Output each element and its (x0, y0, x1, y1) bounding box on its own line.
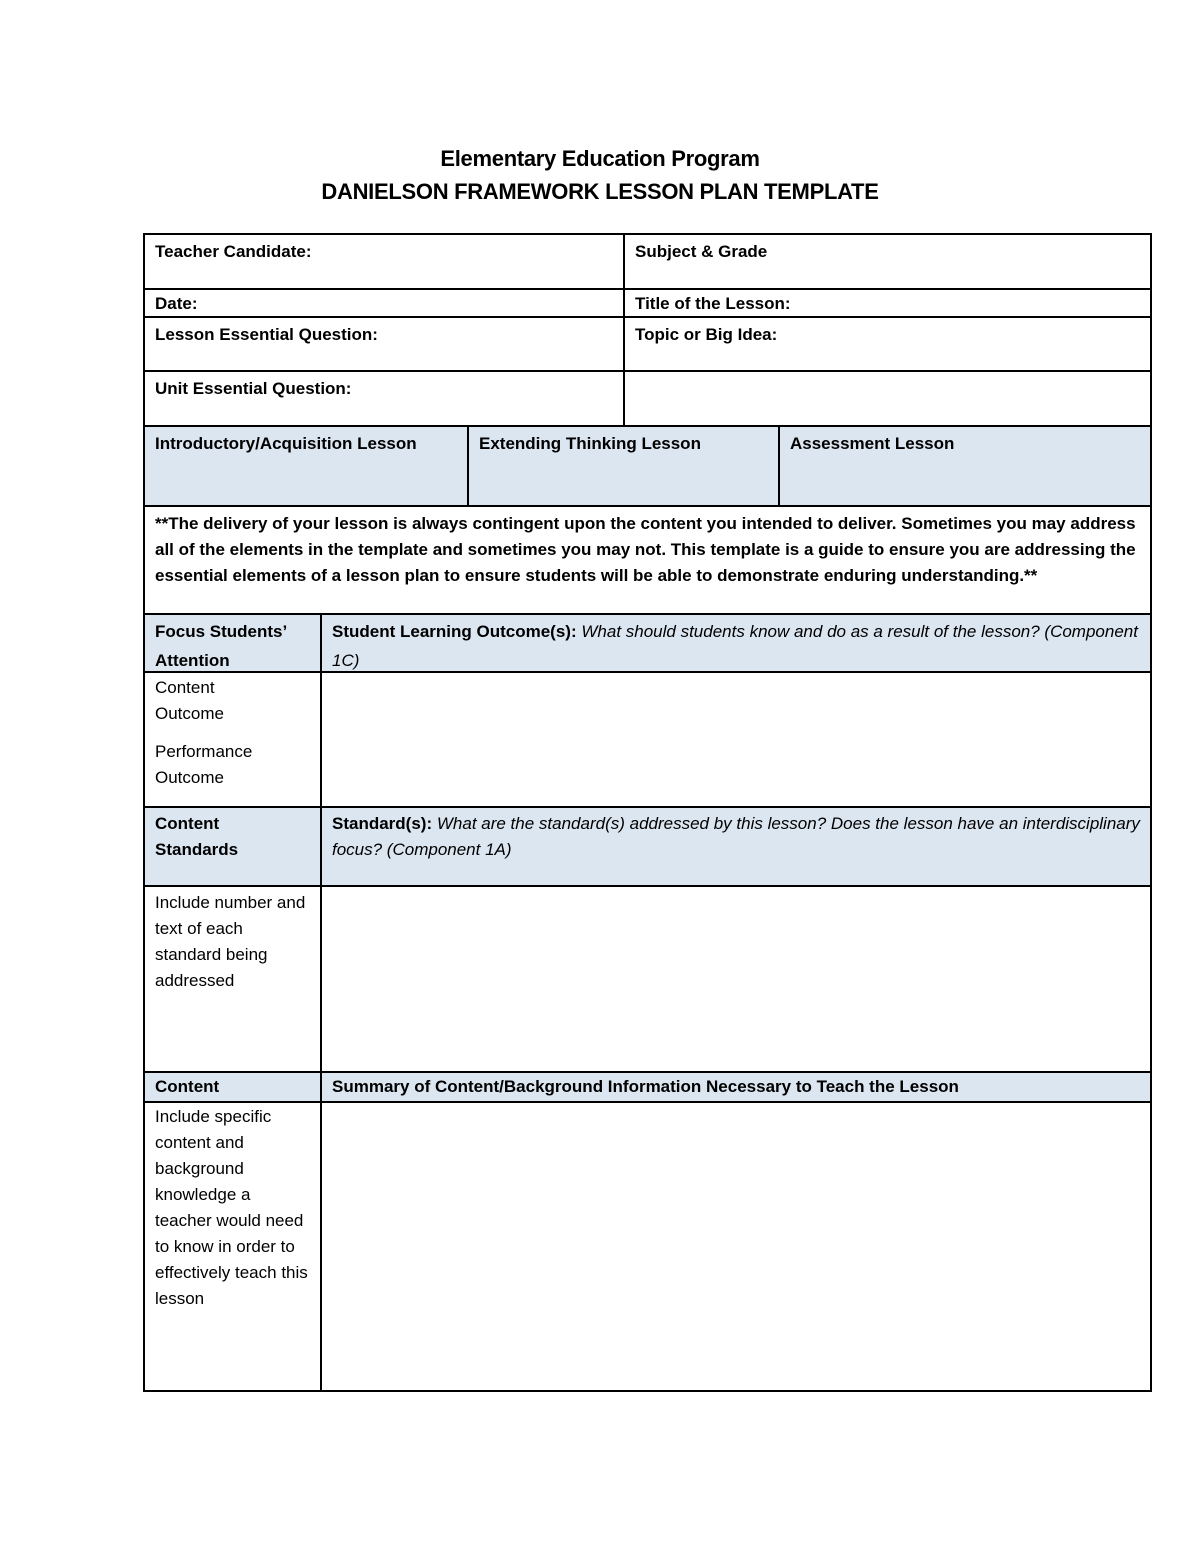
date-label: Date: (155, 294, 198, 313)
focus-students-label: Focus Students’ Attention (155, 622, 287, 670)
topic-big-idea-field[interactable] (623, 316, 1152, 372)
unit-essential-question-label: Unit Essential Question: (155, 379, 352, 398)
standards-instructions (143, 885, 322, 1073)
unit-essential-question-field[interactable] (143, 370, 625, 427)
content-summary-header (320, 1071, 1152, 1103)
standards-input[interactable] (320, 885, 1152, 1073)
page-title: Elementary Education Program (440, 146, 760, 171)
unit-essential-question-value[interactable] (623, 370, 1152, 427)
content-label: Content (155, 1077, 220, 1096)
teacher-candidate-label: Teacher Candidate: (155, 242, 312, 261)
outcomes-input[interactable] (320, 671, 1152, 808)
content-standards-label: Content Standards (155, 814, 239, 859)
lesson-type-label: Assessment Lesson (790, 434, 955, 453)
learning-outcomes-header (320, 613, 1152, 673)
lesson-title-field[interactable] (623, 288, 1152, 318)
standards-header (320, 806, 1152, 887)
standards-prompt: What are the standard(s) addressed by this lesson? Does the lesson have an interdisciplinary focus? (Component 1A) (332, 814, 1140, 859)
lesson-type-label: Extending Thinking Lesson (479, 434, 701, 453)
template-note (143, 505, 1152, 615)
learning-outcomes-prompt: What should students know and do as a result of the lesson? (Component 1C) (332, 622, 1138, 670)
standards-label: Standard(s): (332, 814, 433, 833)
lesson-type-label: Introductory/Acquisition Lesson (155, 434, 417, 453)
subject-grade-field[interactable] (623, 233, 1152, 290)
content-outcome-label: Content Outcome (155, 678, 224, 723)
page-subtitle: DANIELSON FRAMEWORK LESSON PLAN TEMPLATE (321, 179, 879, 204)
content-header (143, 1071, 322, 1103)
lesson-type-assessment[interactable] (778, 425, 1152, 507)
content-standards-header (143, 806, 322, 887)
performance-outcome-label: Performance Outcome (155, 742, 253, 787)
template-note-text: **The delivery of your lesson is always contingent upon the content you intended to deliver. Sometimes you may address all of the elements in the template and sometimes you may not. This template is a guide to ensure you are addressing the essential elements of a lesson plan to ensure students will be able to demonstrate enduring understanding.** (155, 514, 1136, 585)
teacher-candidate-field[interactable] (143, 233, 625, 290)
outcomes-labels (143, 671, 322, 808)
learning-outcomes-label: Student Learning Outcome(s): (332, 622, 577, 641)
lesson-essential-question-label: Lesson Essential Question: (155, 325, 378, 344)
lesson-title-label: Title of the Lesson: (635, 294, 791, 313)
subject-grade-label: Subject & Grade (635, 242, 768, 261)
date-field[interactable] (143, 288, 625, 318)
content-instructions (143, 1101, 322, 1392)
lesson-type-extending[interactable] (467, 425, 780, 507)
standards-instructions-text: Include number and text of each standard being addressed (155, 893, 306, 990)
lesson-essential-question-field[interactable] (143, 316, 625, 372)
content-summary-input[interactable] (320, 1101, 1152, 1392)
lesson-type-introductory[interactable] (143, 425, 469, 507)
content-instructions-text: Include specific content and background knowledge a teacher would need to know in order to effectively teach this lesson (155, 1107, 308, 1308)
content-summary-label: Summary of Content/Background Information Necessary to Teach the Lesson (332, 1077, 959, 1096)
focus-students-header (143, 613, 322, 673)
topic-big-idea-label: Topic or Big Idea: (635, 325, 778, 344)
